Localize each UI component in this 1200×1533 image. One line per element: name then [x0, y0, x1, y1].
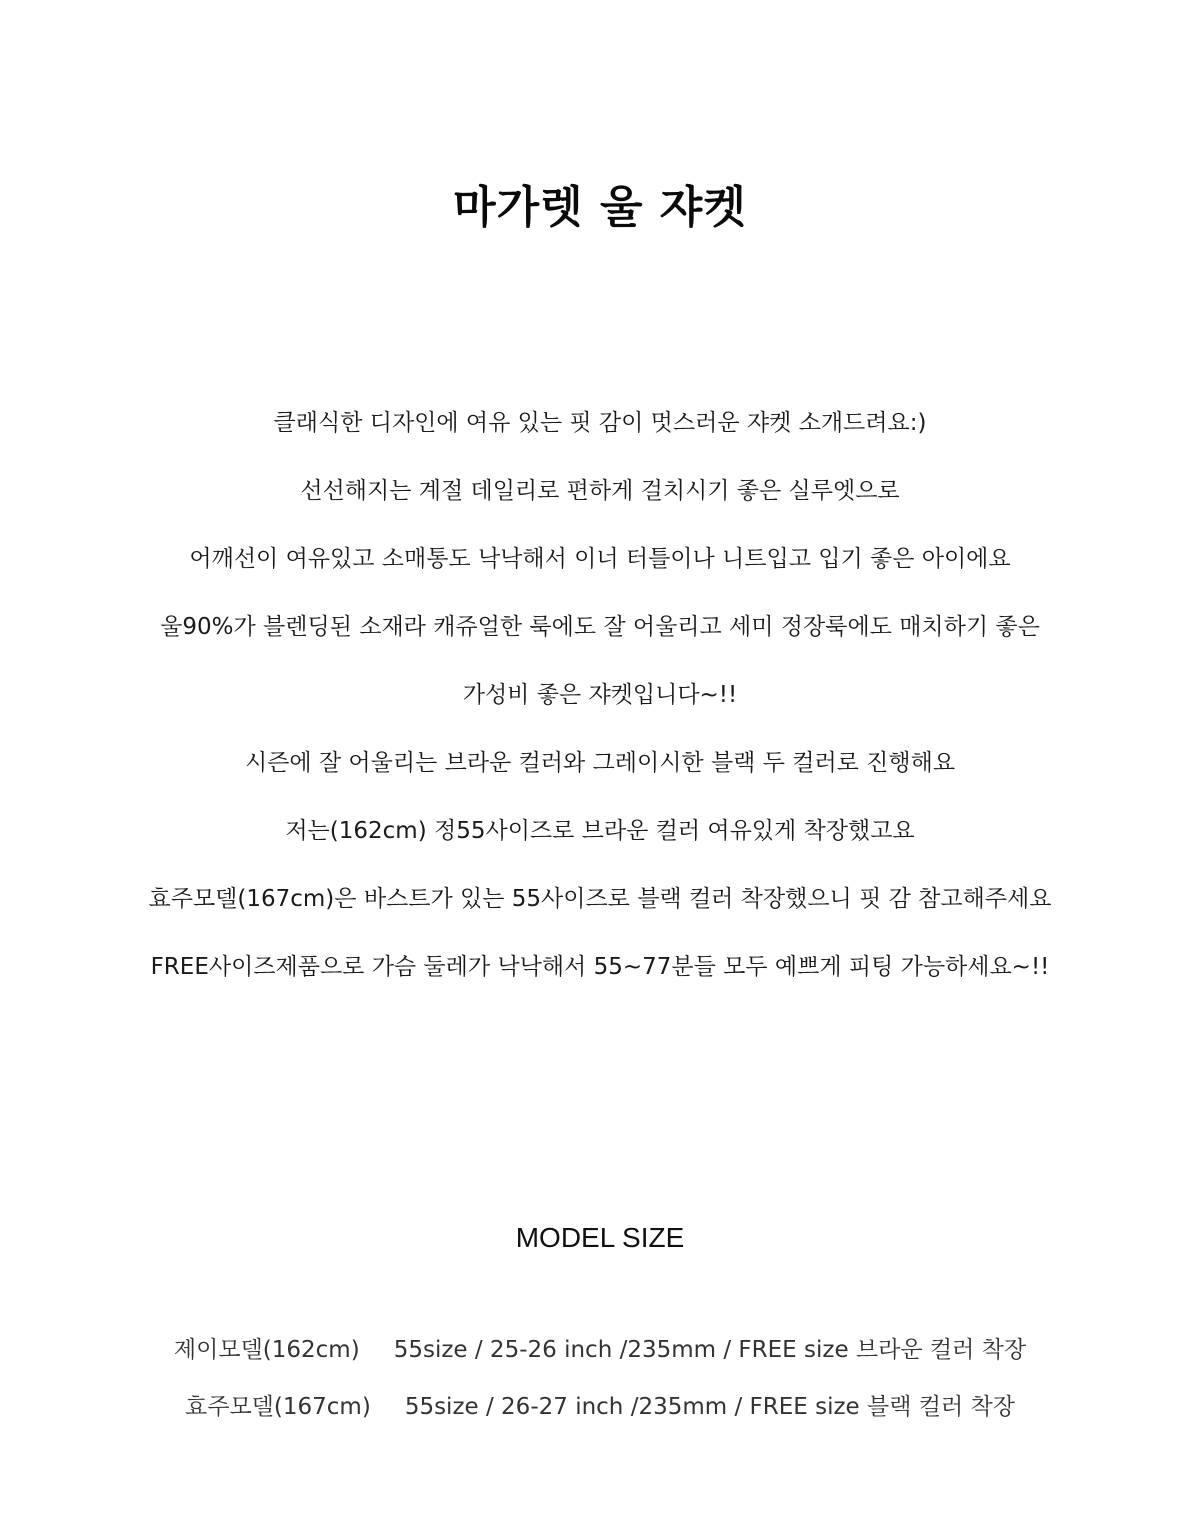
description-line: FREE사이즈제품으로 가슴 둘레가 낙낙해서 55~77분들 모두 예쁘게 피팅 가능하세요~!!	[150, 954, 1050, 980]
model-size-list	[0, 1328, 1200, 1442]
description-line: 선선해지는 계절 데일리로 편하게 걸치시기 좋은 실루엣으로	[300, 478, 900, 504]
product-description	[0, 399, 1200, 1011]
description-line: 시즌에 잘 어울리는 브라운 컬러와 그레이시한 블랙 두 컬러로 진행해요	[244, 750, 956, 776]
model-size-heading: MODEL SIZE	[515, 1222, 685, 1253]
description-line: 클래식한 디자인에 여유 있는 핏 감이 멋스러운 쟈켓 소개드려요:)	[273, 410, 927, 436]
description-line: 효주모델(167cm)은 바스트가 있는 55사이즈로 블랙 컬러 착장했으니 핏 감 참고해주세요	[148, 886, 1052, 912]
product-title: 마가렛 울 쟈켓	[453, 182, 747, 233]
description-line: 가성비 좋은 쟈켓입니다~!!	[462, 682, 738, 708]
model-name: 제이모델(162cm)	[173, 1337, 360, 1363]
model-name: 효주모델(167cm)	[185, 1394, 371, 1420]
description-line: 어깨선이 여유있고 소매통도 낙낙해서 이너 터틀이나 니트입고 입기 좋은 아이에요	[189, 546, 1011, 572]
model-size-detail: 55size / 26-27 inch /235mm / FREE size 블랙 컬러 착장	[404, 1394, 1015, 1420]
model-size-row	[0, 1328, 1200, 1385]
description-line: 저는(162cm) 정55사이즈로 브라운 컬러 여유있게 착장했고요	[285, 818, 915, 844]
model-size-detail: 55size / 25-26 inch /235mm / FREE size 브라운 컬러 착장	[393, 1337, 1027, 1363]
description-line: 울90%가 블렌딩된 소재라 캐쥬얼한 룩에도 잘 어울리고 세미 정장룩에도 매치하기 좋은	[160, 614, 1040, 640]
model-size-row	[0, 1385, 1200, 1442]
